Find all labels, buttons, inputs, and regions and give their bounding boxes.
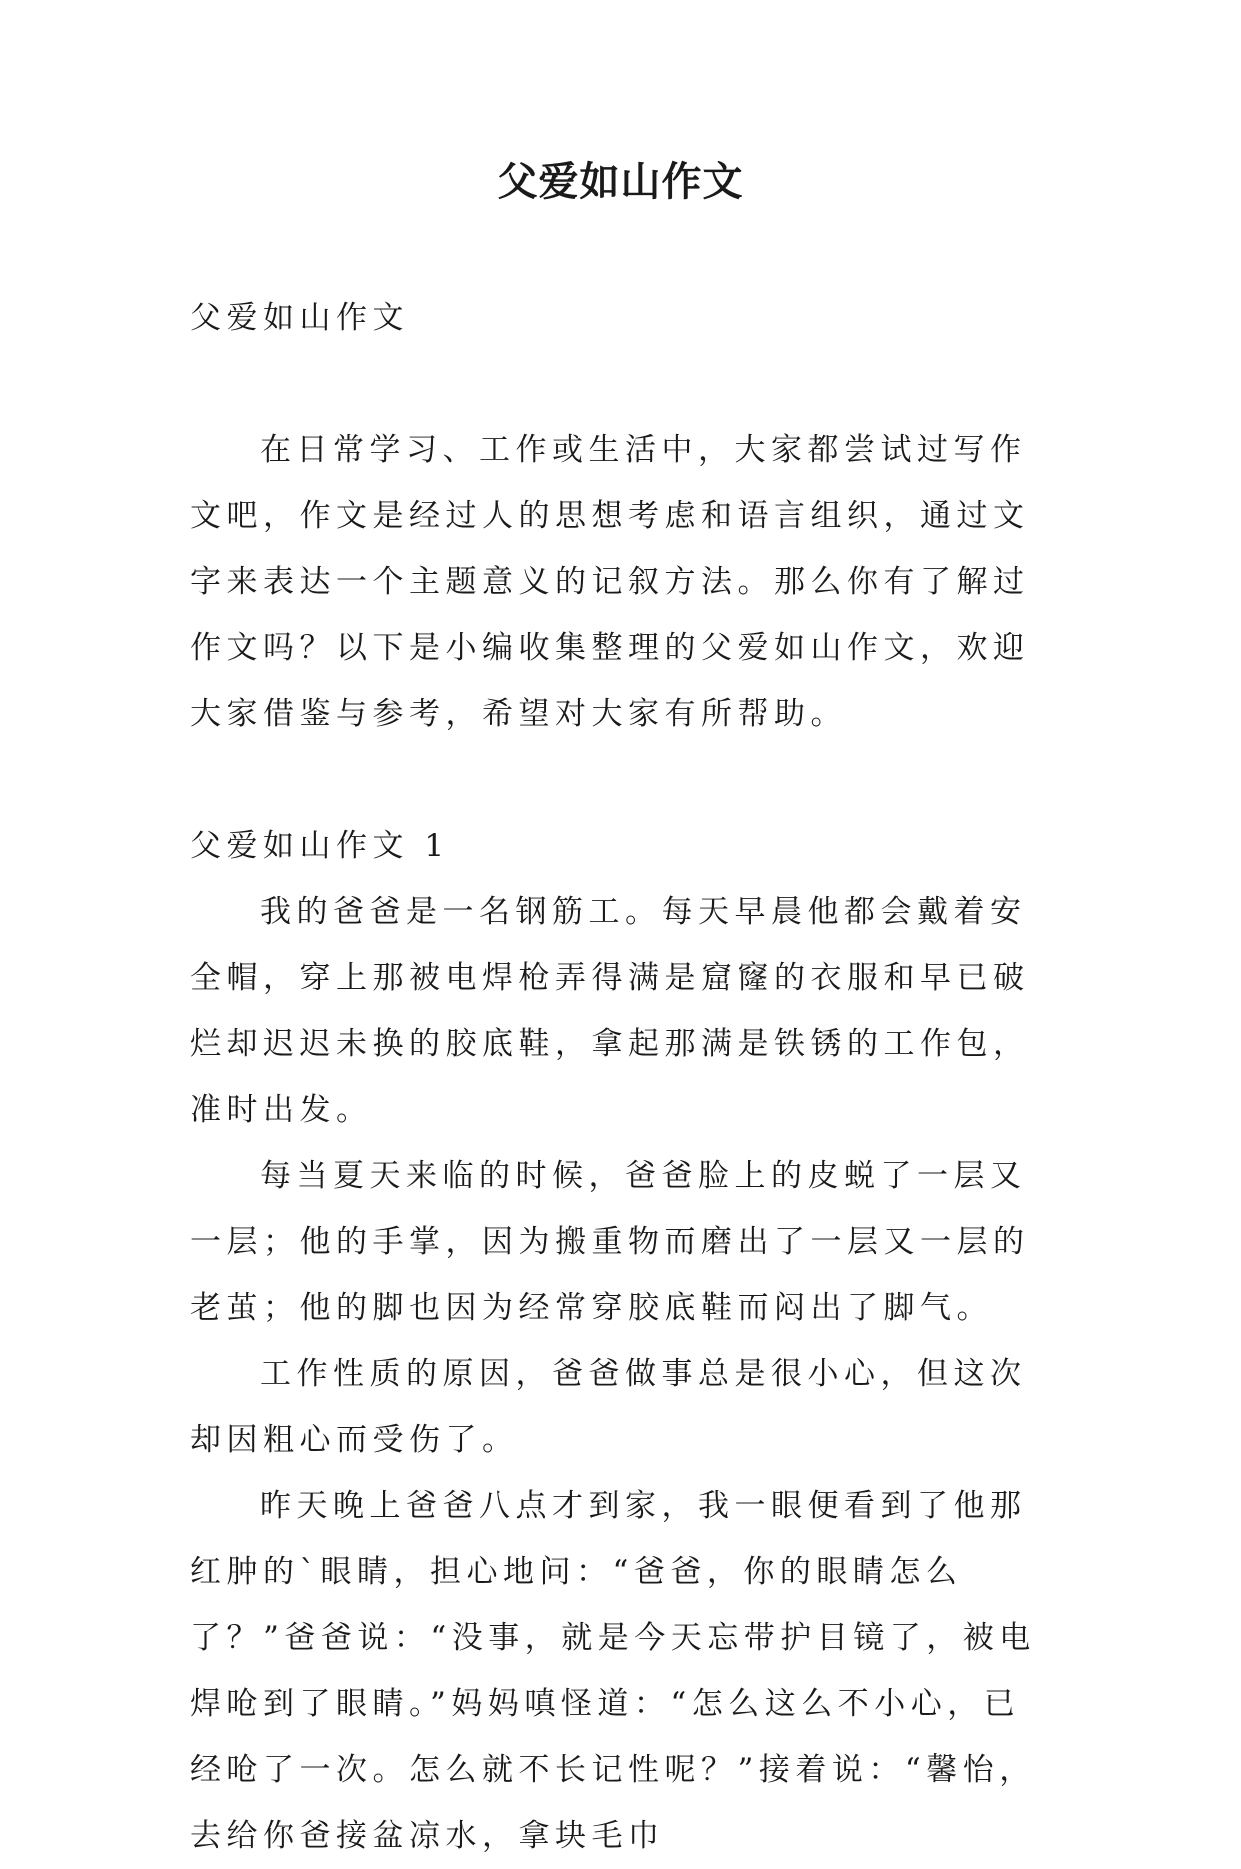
document-body [190, 285, 1052, 1869]
body-paragraph-1: 我的爸爸是一名钢筋工。每天早晨他都会戴着安全帽，穿上那被电焊枪弄得满是窟窿的衣服和早已破烂却迟迟未换的胶底鞋，拿起那满是铁锈的工作包，准时出发。 [190, 894, 1030, 1128]
body-paragraph-4: 昨天晚上爸爸八点才到家，我一眼便看到了他那红肿的`眼睛，担心地问：“爸爸，你的眼睛怎么了？”爸爸说：“没事，就是今天忘带护目镜了，被电焊呛到了眼睛。”妈妈嗔怪道：“怎么这么不小心，已经呛了一次。怎么就不长记性呢？”接着说：“馨怡，去给你爸接盆凉水，拿块毛巾 [190, 1488, 1036, 1854]
section-heading: 父爱如山作文 1 [190, 828, 450, 864]
body-paragraph-2: 每当夏天来临的时候，爸爸脸上的皮蜕了一层又一层；他的手掌，因为搬重物而磨出了一层又一层的老茧；他的脚也因为经常穿胶底鞋而闷出了脚气。 [190, 1158, 1030, 1326]
document-subtitle: 父爱如山作文 [190, 300, 409, 336]
document-title: 父爱如山作文 [497, 158, 744, 205]
body-paragraph-3: 工作性质的原因，爸爸做事总是很小心，但这次却因粗心而受伤了。 [190, 1356, 1027, 1458]
intro-paragraph: 在日常学习、工作或生活中，大家都尝试过写作文吧，作文是经过人的思想考虑和语言组织，通过文字来表达一个主题意义的记叙方法。那么你有了解过作文吗？以下是小编收集整理的父爱如山作文，欢迎大家借鉴与参考，希望对大家有所帮助。 [190, 432, 1030, 732]
